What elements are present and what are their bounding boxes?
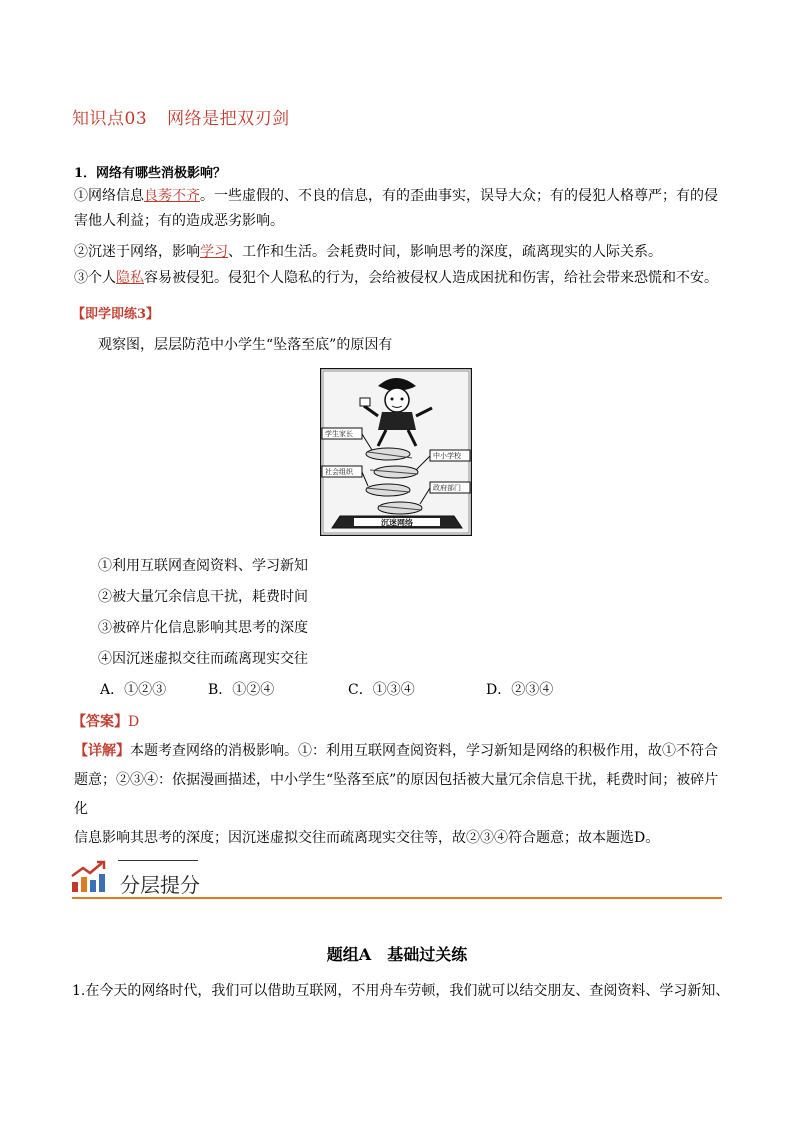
option-b[interactable]: B．①②④: [208, 682, 275, 698]
growth-chart-icon: [70, 860, 108, 894]
sign-parents: 学生家长: [325, 430, 353, 438]
question-heading: 1．网络有哪些消极影响？: [74, 166, 227, 181]
knowledge-point-label: 知识点03: [72, 109, 148, 129]
knowledge-point-title: [72, 104, 290, 129]
option-c[interactable]: C．①③④: [348, 682, 415, 698]
point-1: [74, 184, 722, 234]
point-2-text-a: ②沉迷于网络，影响: [74, 244, 200, 260]
detail-line-3: 信息影响其思考的深度；因沉迷虚拟交往而疏离现实交往等，故②③④符合题意；故本题选D。: [74, 830, 660, 846]
point-3-keyword: 隐私: [116, 270, 144, 286]
sign-government: 政府部门: [433, 484, 461, 492]
cartoon-image: [320, 368, 472, 536]
practice-item-4: ④因沉迷虚拟交往而疏离现实交往: [98, 651, 308, 667]
knowledge-point-text: 网络是把双刃剑: [167, 109, 290, 129]
practice-item-1: ①利用互联网查阅资料、学习新知: [98, 558, 308, 574]
point-3: [74, 266, 722, 291]
point-3-text-a: ③个人: [74, 270, 116, 286]
point-3-text-b: 容易被侵犯。侵犯个人隐私的行为，会给被侵权人造成困扰和伤害，给社会带来恐慌和不安。: [144, 270, 718, 286]
detail-paragraph: [74, 737, 722, 853]
point-2-text-b: 、工作和生活。会耗费时间，影响思考的深度，疏离现实的人际关系。: [228, 244, 662, 260]
practice-stem: 观察图，层层防范中小学生“坠落至底”的原因有: [98, 337, 393, 353]
question-1-text: 1.在今天的网络时代，我们可以借助互联网，不用舟车劳顿，我们就可以结交朋友、查阅资料、学习新知、: [72, 983, 730, 999]
point-2-keyword: 学习: [200, 244, 228, 260]
point-1-keyword: 良莠不齐: [144, 188, 200, 204]
sign-society: 社会组织: [325, 468, 353, 476]
option-a[interactable]: A．①②③: [100, 682, 167, 698]
detail-tag: 【详解】: [74, 743, 130, 759]
point-1-text-c: 害他人利益；有的造成恶劣影响。: [74, 213, 284, 229]
detail-line-2: 题意；②③④：依据漫画描述，中小学生“坠落至底”的原因包括被大量冗余信息干扰，耗费时间；被碎片化: [74, 772, 719, 817]
option-d[interactable]: D．②③④: [486, 682, 554, 698]
bottom-slab: [332, 516, 462, 528]
sign-schools: 中小学校: [433, 452, 461, 460]
practice-tag: 【即学即练3】: [72, 307, 160, 322]
point-1-text-a: ①网络信息: [74, 188, 144, 204]
section-divider: [72, 897, 722, 899]
detail-line-1: 本题考查网络的消极影响。①：利用互联网查阅资料，学习新知是网络的积极作用，故①不符合: [130, 743, 718, 759]
group-title: 题组A 基础过关练: [326, 945, 468, 964]
practice-item-3: ③被碎片化信息影响其思考的深度: [98, 620, 308, 636]
section-top-rule: [118, 860, 198, 861]
practice-item-2: ②被大量冗余信息干扰，耗费时间: [98, 589, 308, 605]
answer-line: [72, 711, 139, 731]
slab-label: 沉迷网络: [381, 518, 413, 528]
answer-tag: 【答案】: [72, 714, 128, 730]
answer-value: D: [128, 714, 140, 730]
point-1-text-b: 。一些虚假的、不良的信息，有的歪曲事实，误导大众；有的侵犯人格尊严；有的侵: [200, 188, 718, 204]
section-title: 分层提分: [120, 873, 200, 897]
point-2: [74, 240, 722, 265]
